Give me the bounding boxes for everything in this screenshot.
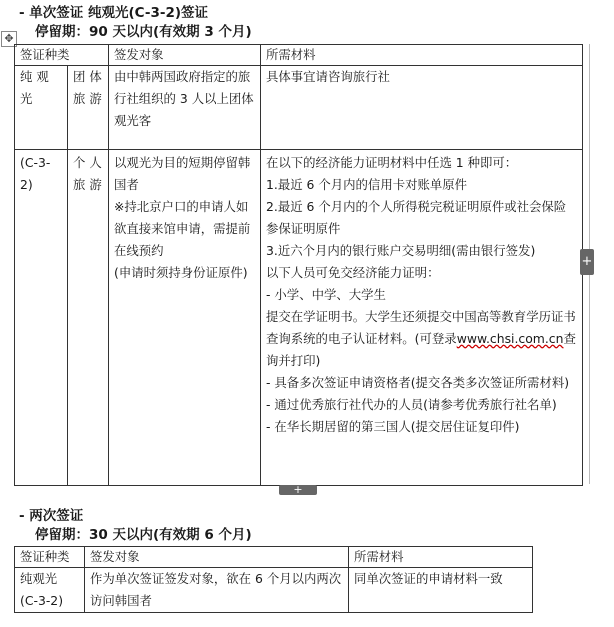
row1-target: 由中韩两国政府指定的旅行社组织的 3 人以上团体观光客 <box>109 66 261 150</box>
materials-text: 提交在学证明书。大学生还须提交中国高等教育学历证书查询系统的电子认证材料。(可登录 <box>266 309 576 346</box>
table-row <box>15 66 583 150</box>
chsi-link[interactable]: www.chsi.com.cn <box>456 331 564 346</box>
table-header-row <box>15 45 583 66</box>
header-materials: 所需材料 <box>261 45 583 66</box>
section1-stay: 停留期：90 天以内(有效期 3 个月) <box>35 24 252 40</box>
row2-target <box>109 150 261 486</box>
materials-line: - 具备多次签证申请资格者(提交各类多次签证所需材料) <box>266 375 570 390</box>
materials-link-suffix: 查询并打印) <box>266 331 576 368</box>
materials-line: - 小学、中学、大学生 <box>266 287 386 302</box>
header-visa-type: 签证种类 <box>15 547 85 568</box>
table-header-row <box>15 547 533 568</box>
materials-line: 2.最近 6 个月内的个人所得税完税证明原件或社会保险参保证明原件 <box>266 199 567 236</box>
row2-target-line: ※持北京户口的申请人如欲直接来馆申请，需提前在线预约 <box>114 199 251 258</box>
table-row <box>15 568 533 613</box>
row2-target-line: 以观光为目的短期停留韩国者 <box>114 155 251 192</box>
t2-row1-target: 作为单次签证签发对象，欲在 6 个月以内两次访问韩国者 <box>85 568 349 613</box>
row1-type-a: 纯 观 光 <box>15 66 68 150</box>
materials-line: 在以下的经济能力证明材料中任选 1 种即可： <box>266 155 518 170</box>
row2-target-line: (申请时须持身份证原件) <box>114 265 248 280</box>
add-column-icon[interactable]: + <box>580 249 594 275</box>
visa-table-single <box>14 44 583 486</box>
row2-type-b: 个 人 旅 游 <box>68 150 109 486</box>
move-icon[interactable]: ✥ <box>1 31 17 47</box>
t2-type-line: (C-3-2) <box>20 593 64 608</box>
row2-materials <box>261 150 583 486</box>
visa-table-double <box>14 546 533 613</box>
row2-type-a: (C-3-2) <box>15 150 68 486</box>
add-row-icon[interactable]: + <box>279 485 317 495</box>
t2-row1-materials: 同单次签证的申请材料一致 <box>349 568 533 613</box>
materials-line: - 通过优秀旅行社代办的人员(请参考优秀旅行社名单) <box>266 397 557 412</box>
row1-materials: 具体事宜请咨询旅行社 <box>261 66 583 150</box>
section2-title: - 两次签证 <box>19 508 84 524</box>
row1-type-b: 团 体 旅 游 <box>68 66 109 150</box>
header-materials: 所需材料 <box>349 547 533 568</box>
materials-line: 以下人员可免交经济能力证明： <box>266 265 440 280</box>
materials-line: 1.最近 6 个月内的信用卡对账单原件 <box>266 177 468 192</box>
header-target: 签发对象 <box>109 45 261 66</box>
section1-title: - 单次签证 纯观光(C-3-2)签证 <box>19 5 209 21</box>
header-visa-type: 签证种类 <box>15 45 109 66</box>
materials-line: 3.近六个月内的银行账户交易明细(需由银行签发) <box>266 243 536 258</box>
header-target: 签发对象 <box>85 547 349 568</box>
t2-type-line: 纯观光 <box>20 571 58 586</box>
table-row <box>15 150 583 486</box>
materials-line <box>266 306 577 372</box>
section2-stay: 停留期：30 天以内(有效期 6 个月) <box>35 527 252 543</box>
t2-row1-type <box>15 568 85 613</box>
materials-line: - 在华长期居留的第三国人(提交居住证复印件) <box>266 419 520 434</box>
